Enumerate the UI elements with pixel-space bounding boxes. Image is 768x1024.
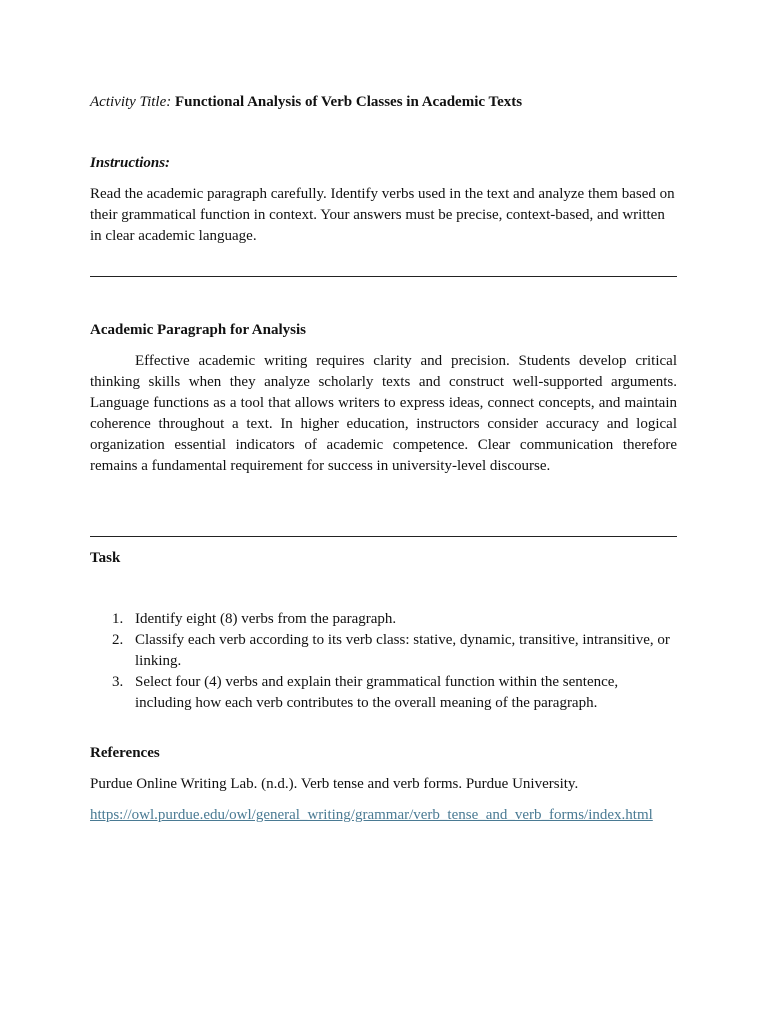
task-item-number: 3. [112,674,124,690]
analysis-heading: Academic Paragraph for Analysis [90,322,306,338]
analysis-paragraph: Effective academic writing requires clarity and precision. Students develop critical thinking skills when they analyze scholarly texts and construct well-supported arguments. Language functions as a tool that allows writers to express ideas, connect concepts, and maintain coherence throughout a text. In higher education, instructors consider accuracy and logical organization essential indicators of academic competence. Clear communication therefore remains a fundamental requirement for success in university-level discourse. [90,353,677,474]
task-item-text: Classify each verb according to its verb class: stative, dynamic, transitive, intransitive, or linking. [135,632,670,669]
task-item-number: 1. [112,611,124,627]
activity-title-text: Functional Analysis of Verb Classes in Academic Texts [174,94,523,110]
references-heading: References [90,745,160,761]
task-item-number: 2. [112,632,124,648]
activity-title [90,92,677,113]
reference-citation: Purdue Online Writing Lab. (n.d.). Verb tense and verb forms. Purdue University. [90,776,579,792]
activity-title-label: Activity Title: [90,94,172,110]
task-item-text: Select four (4) verbs and explain their grammatical function within the sentence, including how each verb contributes to the overall meaning of the paragraph. [135,674,619,711]
task-item-text: Identify eight (8) verbs from the paragraph. [135,611,397,627]
instructions-heading: Instructions: [90,155,171,171]
section-divider-2 [90,536,677,537]
instructions-body: Read the academic paragraph carefully. Identify verbs used in the text and analyze them based on their grammatical function in context. Your answers must be precise, context-based, and written in clear academic language. [90,186,675,244]
section-divider-1 [90,276,677,277]
reference-link[interactable]: https://owl.purdue.edu/owl/general_writing/grammar/verb_tense_and_verb_forms/index.html [90,807,653,823]
task-item-2 [90,630,677,672]
task-heading: Task [90,550,121,566]
task-item-1 [90,609,677,630]
task-item-3 [90,672,677,714]
task-list [90,609,677,714]
